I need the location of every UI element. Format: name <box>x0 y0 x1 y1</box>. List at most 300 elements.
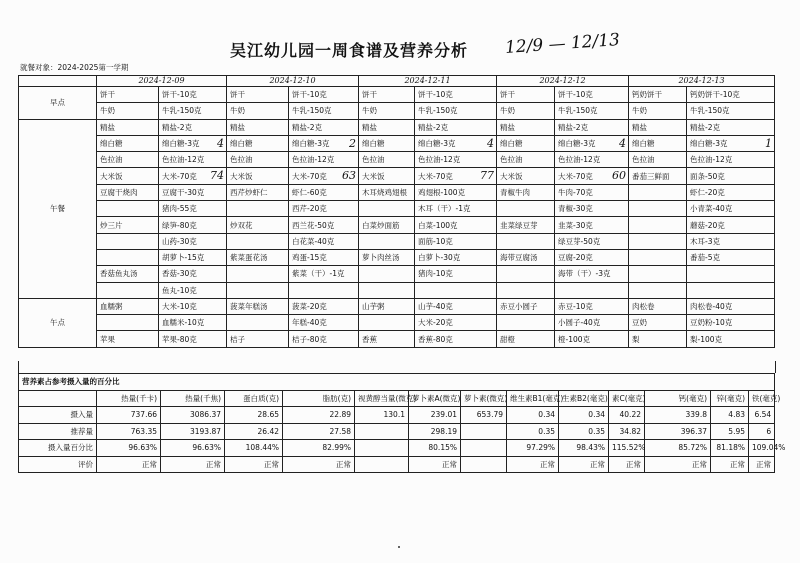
nutrition-row <box>19 423 775 440</box>
nutrition-value: 339.8 <box>645 407 711 424</box>
menu-row <box>19 233 775 249</box>
cell-text: 苹果-80克 <box>162 334 197 344</box>
nutrition-value: 96.63% <box>97 440 161 457</box>
ingredient-cell <box>415 331 497 347</box>
ingredient-cell <box>687 152 775 168</box>
cell-text: 韭菜-30克 <box>558 220 593 230</box>
cell-text: 牛乳-150克 <box>162 106 202 116</box>
cell-text: 香菇-30克 <box>162 269 197 279</box>
cell-text: 精盐-2克 <box>690 122 720 132</box>
ingredient-cell <box>555 217 629 233</box>
menu-row <box>19 249 775 265</box>
ingredient-cell <box>555 249 629 265</box>
menu-row <box>19 168 775 184</box>
cell-text: 白菜-100克 <box>418 220 458 230</box>
nutrient-header: 维生素B1(毫克) <box>507 390 559 407</box>
cell-text: 白花菜-40克 <box>292 236 335 246</box>
ingredient-cell <box>687 168 775 184</box>
cell-text: 面条-50克 <box>690 171 725 181</box>
nutrition-value: 正常 <box>283 456 355 473</box>
cell-text: 香蕉-80克 <box>418 334 453 344</box>
nutrition-value: 正常 <box>609 456 645 473</box>
cell-text: 白萝卜-30克 <box>418 253 461 263</box>
dish-cell <box>629 184 687 200</box>
cell-text: 饼干-10克 <box>292 90 327 100</box>
dish-cell <box>629 298 687 314</box>
scan-speck <box>398 546 400 548</box>
nutrition-value: 26.42 <box>225 423 283 440</box>
ingredient-cell <box>159 298 227 314</box>
cell-text: 牛奶 <box>632 106 647 116</box>
cell-text: 绵白糖 <box>230 139 253 149</box>
cell-text: 梨-100克 <box>690 334 723 344</box>
cell-text: 牛乳-150克 <box>558 106 598 116</box>
menu-row <box>19 201 775 217</box>
dish-cell <box>497 184 555 200</box>
dish-cell <box>227 331 289 347</box>
dish-cell <box>629 249 687 265</box>
dish-cell <box>497 315 555 331</box>
nutrition-value: 0.34 <box>507 407 559 424</box>
ingredient-cell <box>687 87 775 103</box>
cell-text: 菠菜年糕汤 <box>230 302 268 311</box>
ingredient-cell <box>687 298 775 314</box>
dish-cell <box>97 298 159 314</box>
ingredient-cell <box>159 282 227 298</box>
ingredient-cell <box>555 168 629 184</box>
nutrition-row-label: 推荐量 <box>19 423 97 440</box>
handwritten-note: 2 <box>349 136 356 150</box>
ingredient-cell <box>159 201 227 217</box>
cell-text: 牛奶 <box>100 106 115 116</box>
ingredient-cell <box>415 266 497 282</box>
spacer <box>18 361 776 373</box>
ingredient-cell <box>687 119 775 135</box>
nutrition-value: 98.43% <box>559 440 609 457</box>
ingredient-cell <box>289 103 359 119</box>
cell-text: 鸡翅根-100克 <box>418 187 466 197</box>
date-header-corner <box>19 76 97 87</box>
cell-text: 紫菜蛋花汤 <box>230 253 268 263</box>
cell-text: 豆腐干烧肉 <box>100 187 138 197</box>
nutrition-value: 737.66 <box>97 407 161 424</box>
dish-cell <box>97 315 159 331</box>
nutrition-value: 6 <box>749 423 775 440</box>
cell-text: 牛奶 <box>230 106 245 116</box>
ingredient-cell <box>415 119 497 135</box>
cell-text: 绿笋-80克 <box>162 220 197 230</box>
nutrition-value: 3086.37 <box>161 407 225 424</box>
page-title: 吴江幼儿园一周食谱及营养分析 <box>230 41 469 60</box>
handwritten-note: 60 <box>612 169 626 183</box>
dish-cell <box>97 331 159 347</box>
ingredient-cell <box>415 168 497 184</box>
dish-cell <box>359 152 415 168</box>
nutrition-header-row <box>19 390 775 407</box>
ingredient-cell <box>159 217 227 233</box>
ingredient-cell <box>687 103 775 119</box>
handwritten-date-range: 12/9 — 12/13 <box>504 30 621 58</box>
ingredient-cell <box>687 135 775 151</box>
dish-cell <box>97 87 159 103</box>
cell-text: 山药-30克 <box>162 236 197 246</box>
nutrient-header: 锌(毫克) <box>711 390 749 407</box>
cell-text: 血糯米-10克 <box>162 318 205 328</box>
nutrition-value: 130.1 <box>355 407 409 424</box>
menu-row <box>19 266 775 282</box>
nutrient-header: 萝卜素(微克) <box>461 390 507 407</box>
cell-text: 色拉油 <box>632 155 655 165</box>
cell-text: 色拉油 <box>500 155 523 165</box>
cell-text: 精盐 <box>500 122 515 132</box>
cell-text: 西芹-20克 <box>292 204 327 214</box>
ingredient-cell <box>289 201 359 217</box>
date-cell: 2024-12-10 <box>227 76 359 87</box>
ingredient-cell <box>289 119 359 135</box>
ingredient-cell <box>289 233 359 249</box>
ingredient-cell <box>289 135 359 151</box>
dish-cell <box>629 152 687 168</box>
nutrient-header: 钙(毫克) <box>645 390 711 407</box>
dish-cell <box>97 201 159 217</box>
ingredient-cell <box>687 233 775 249</box>
cell-text: 猪肉-55克 <box>162 204 197 214</box>
handwritten-note: 74 <box>210 169 224 183</box>
nutrient-header: 热量(千卡) <box>97 390 161 407</box>
nutrient-header: 铁(毫克) <box>749 390 775 407</box>
dish-cell <box>629 282 687 298</box>
nutrient-header: 萝卜素A(微克) <box>409 390 461 407</box>
cell-text: 鸡蛋-15克 <box>292 253 327 263</box>
dish-cell <box>97 135 159 151</box>
ingredient-cell <box>687 217 775 233</box>
cell-text: 海带豆腐汤 <box>500 253 538 263</box>
nutrition-value: 22.89 <box>283 407 355 424</box>
dish-cell <box>359 87 415 103</box>
dish-cell <box>359 233 415 249</box>
ingredient-cell <box>159 315 227 331</box>
nutrition-value: 正常 <box>559 456 609 473</box>
cell-text: 牛乳-150克 <box>292 106 332 116</box>
dish-cell <box>629 266 687 282</box>
ingredient-cell <box>555 315 629 331</box>
cell-text: 精盐-2克 <box>558 122 588 132</box>
ingredient-cell <box>687 184 775 200</box>
nutrition-value: 0.35 <box>507 423 559 440</box>
cell-text: 色拉油 <box>100 155 123 165</box>
cell-text: 精盐 <box>100 122 115 132</box>
dish-cell <box>227 217 289 233</box>
menu-row <box>19 331 775 347</box>
dish-cell <box>497 233 555 249</box>
dish-cell <box>497 249 555 265</box>
cell-text: 钙奶饼干-10克 <box>690 90 740 100</box>
nutrition-value: 4.83 <box>711 407 749 424</box>
ingredient-cell <box>159 233 227 249</box>
dish-cell <box>227 266 289 282</box>
date-cell: 2024-12-13 <box>629 76 775 87</box>
dish-cell <box>629 331 687 347</box>
nutrition-value: 34.82 <box>609 423 645 440</box>
cell-text: 苹果 <box>100 334 115 344</box>
cell-text: 色拉油-12克 <box>162 155 205 165</box>
ingredient-cell <box>159 152 227 168</box>
nutrition-row-label: 摄入量百分比 <box>19 440 97 457</box>
nutrition-value: 3193.87 <box>161 423 225 440</box>
dish-cell <box>359 298 415 314</box>
ingredient-cell <box>159 168 227 184</box>
cell-text: 赤豆小圆子 <box>500 302 538 311</box>
cell-text: 大米-20克 <box>418 318 453 328</box>
cell-text: 绵白糖-3克 <box>558 139 596 149</box>
nutrient-header: 热量(千焦) <box>161 390 225 407</box>
ingredient-cell <box>415 249 497 265</box>
menu-row <box>19 87 775 103</box>
cell-text: 橙-100克 <box>558 334 591 344</box>
cell-text: 大米-70克 <box>162 171 197 181</box>
cell-text: 桔子 <box>230 334 245 344</box>
nutrition-row <box>19 407 775 424</box>
cell-text: 西芹炒虾仁 <box>230 187 268 197</box>
cell-text: 木耳（干）-1克 <box>418 204 471 214</box>
dish-cell <box>497 298 555 314</box>
dish-cell <box>227 233 289 249</box>
ingredient-cell <box>289 152 359 168</box>
ingredient-cell <box>687 266 775 282</box>
cell-text: 西兰花-50克 <box>292 220 335 230</box>
meal-label-breakfast: 早点 <box>19 87 97 120</box>
cell-text: 梨 <box>632 334 640 344</box>
dish-cell <box>497 119 555 135</box>
nutrition-value: 109.04% <box>749 440 775 457</box>
cell-text: 大米-70克 <box>558 171 593 181</box>
ingredient-cell <box>415 315 497 331</box>
ingredient-cell <box>555 233 629 249</box>
cell-text: 血糯粥 <box>100 302 123 311</box>
handwritten-note: 4 <box>217 136 224 150</box>
menu-row <box>19 282 775 298</box>
cell-text: 面筋-10克 <box>418 236 453 246</box>
nutrition-value: 97.29% <box>507 440 559 457</box>
cell-text: 饼干 <box>362 90 377 100</box>
nutrient-header: 视黄醇当量(微克) <box>355 390 409 407</box>
ingredient-cell <box>415 298 497 314</box>
dish-cell <box>359 331 415 347</box>
dish-cell <box>629 217 687 233</box>
cell-text: 小青菜-40克 <box>690 204 733 214</box>
ingredient-cell <box>687 315 775 331</box>
ingredient-cell <box>415 233 497 249</box>
date-header-row <box>19 76 775 87</box>
cell-text: 大米-70克 <box>292 171 327 181</box>
dish-cell <box>497 217 555 233</box>
cell-text: 色拉油 <box>362 155 385 165</box>
ingredient-cell <box>159 184 227 200</box>
meta-line: 就餐对象：2024-2025第一学期 <box>20 63 129 72</box>
nutrition-value: 653.79 <box>461 407 507 424</box>
cell-text: 菠菜-20克 <box>292 302 327 311</box>
dish-cell <box>629 201 687 217</box>
cell-text: 木耳烧鸡翅根 <box>362 187 407 197</box>
cell-text: 青椒-30克 <box>558 204 593 214</box>
ingredient-cell <box>159 249 227 265</box>
nutrient-header: 蛋白质(克) <box>225 390 283 407</box>
cell-text: 豆奶粉-10克 <box>690 318 733 328</box>
dish-cell <box>497 152 555 168</box>
nutrition-value: 5.95 <box>711 423 749 440</box>
nutrition-row-label: 摄入量 <box>19 407 97 424</box>
cell-text: 绵白糖 <box>632 139 655 149</box>
cell-text: 虾仁-20克 <box>690 187 725 197</box>
cell-text: 色拉油-12克 <box>558 155 601 165</box>
nutrition-value: 763.35 <box>97 423 161 440</box>
ingredient-cell <box>555 201 629 217</box>
nutrition-value: 正常 <box>161 456 225 473</box>
ingredient-cell <box>415 282 497 298</box>
cell-text: 海带（干）-3克 <box>558 269 611 279</box>
nutrition-value: 正常 <box>507 456 559 473</box>
cell-text: 韭菜绿豆芽 <box>500 220 538 230</box>
menu-row <box>19 298 775 314</box>
nutrient-header: 生素B2(毫克) <box>559 390 609 407</box>
cell-text: 牛奶 <box>500 106 515 116</box>
dish-cell <box>497 282 555 298</box>
cell-text: 牛乳-150克 <box>418 106 458 116</box>
cell-text: 牛肉-70克 <box>558 187 593 197</box>
cell-text: 绿豆芽-50克 <box>558 236 601 246</box>
dish-cell <box>629 233 687 249</box>
ingredient-cell <box>555 266 629 282</box>
dish-cell <box>97 152 159 168</box>
nutrition-row <box>19 440 775 457</box>
ingredient-cell <box>289 87 359 103</box>
dish-cell <box>629 119 687 135</box>
ingredient-cell <box>415 103 497 119</box>
cell-text: 绵白糖-3克 <box>162 139 200 149</box>
cell-text: 大米-10克 <box>162 302 197 311</box>
nutrition-value: 115.52% <box>609 440 645 457</box>
cell-text: 番茄三鲜面 <box>632 171 670 181</box>
ingredient-cell <box>415 217 497 233</box>
cell-text: 番茄-5克 <box>690 253 720 263</box>
meal-label-lunch: 午餐 <box>19 119 97 298</box>
cell-text: 大米饭 <box>362 171 385 181</box>
nutrition-value: 81.18% <box>711 440 749 457</box>
dish-cell <box>97 217 159 233</box>
dish-cell <box>227 168 289 184</box>
dish-cell <box>359 249 415 265</box>
dish-cell <box>629 135 687 151</box>
dish-cell <box>97 249 159 265</box>
dish-cell <box>629 87 687 103</box>
cell-text: 饼干 <box>230 90 245 100</box>
cell-text: 鱼丸-10克 <box>162 285 197 295</box>
nutrition-value: 正常 <box>711 456 749 473</box>
cell-text: 精盐 <box>230 122 245 132</box>
cell-text: 虾仁-60克 <box>292 187 327 197</box>
cell-text: 甜橙 <box>500 334 515 344</box>
nutrition-value: 239.01 <box>409 407 461 424</box>
nutrition-table <box>18 373 786 473</box>
date-cell: 2024-12-11 <box>359 76 497 87</box>
cell-text: 精盐-2克 <box>292 122 322 132</box>
ingredient-cell <box>289 217 359 233</box>
nutrition-section-title: 营养素占参考摄入量的百分比 <box>19 374 775 391</box>
ingredient-cell <box>289 249 359 265</box>
cell-text: 肉松卷 <box>632 302 655 311</box>
menu-row <box>19 184 775 200</box>
cell-text: 饼干-10克 <box>558 90 593 100</box>
nutrient-header: 脂肪(克) <box>283 390 355 407</box>
handwritten-note: 63 <box>342 169 356 183</box>
ingredient-cell <box>555 119 629 135</box>
dish-cell <box>359 103 415 119</box>
handwritten-note: 4 <box>487 136 494 150</box>
cell-text: 饼干-10克 <box>162 90 197 100</box>
cell-text: 香蕉 <box>362 334 377 344</box>
ingredient-cell <box>289 315 359 331</box>
dish-cell <box>497 201 555 217</box>
cell-text: 饼干 <box>100 90 115 100</box>
dish-cell <box>97 103 159 119</box>
ingredient-cell <box>555 135 629 151</box>
dish-cell <box>497 266 555 282</box>
ingredient-cell <box>289 168 359 184</box>
cell-text: 肉松卷-40克 <box>690 302 733 311</box>
nutrition-header-corner <box>19 390 97 407</box>
nutrition-value: 40.22 <box>609 407 645 424</box>
nutrition-value: 85.72% <box>645 440 711 457</box>
dish-cell <box>359 217 415 233</box>
dish-cell <box>497 168 555 184</box>
ingredient-cell <box>555 298 629 314</box>
cell-text: 绵白糖 <box>500 139 523 149</box>
cell-text: 萝卜肉丝汤 <box>362 253 400 263</box>
nutrition-value <box>355 440 409 457</box>
cell-text: 色拉油-12克 <box>292 155 335 165</box>
nutrient-header: 素C(毫克) <box>609 390 645 407</box>
cell-text: 大米饭 <box>500 171 523 181</box>
dish-cell <box>359 184 415 200</box>
nutrition-value: 298.19 <box>409 423 461 440</box>
ingredient-cell <box>415 201 497 217</box>
nutrition-value <box>461 440 507 457</box>
cell-text: 色拉油-12克 <box>418 155 461 165</box>
nutrition-value <box>461 423 507 440</box>
ingredient-cell <box>555 103 629 119</box>
cell-text: 绵白糖-3克 <box>292 139 330 149</box>
cell-text: 豆奶 <box>632 318 647 328</box>
dish-cell <box>497 103 555 119</box>
dish-cell <box>359 201 415 217</box>
handwritten-note: 77 <box>480 169 494 183</box>
cell-text: 牛奶 <box>362 106 377 116</box>
nutrition-value: 96.63% <box>161 440 225 457</box>
nutrition-row-label: 评价 <box>19 456 97 473</box>
dish-cell <box>497 135 555 151</box>
nutrition-value: 正常 <box>97 456 161 473</box>
handwritten-note: 1 <box>765 136 772 150</box>
nutrition-value <box>355 456 409 473</box>
nutrition-value: 0.34 <box>559 407 609 424</box>
dish-cell <box>629 103 687 119</box>
cell-text: 饼干 <box>500 90 515 100</box>
dish-cell <box>359 168 415 184</box>
dish-cell <box>359 282 415 298</box>
dish-cell <box>97 282 159 298</box>
nutrition-value: 27.58 <box>283 423 355 440</box>
cell-text: 小圆子-40克 <box>558 318 601 328</box>
